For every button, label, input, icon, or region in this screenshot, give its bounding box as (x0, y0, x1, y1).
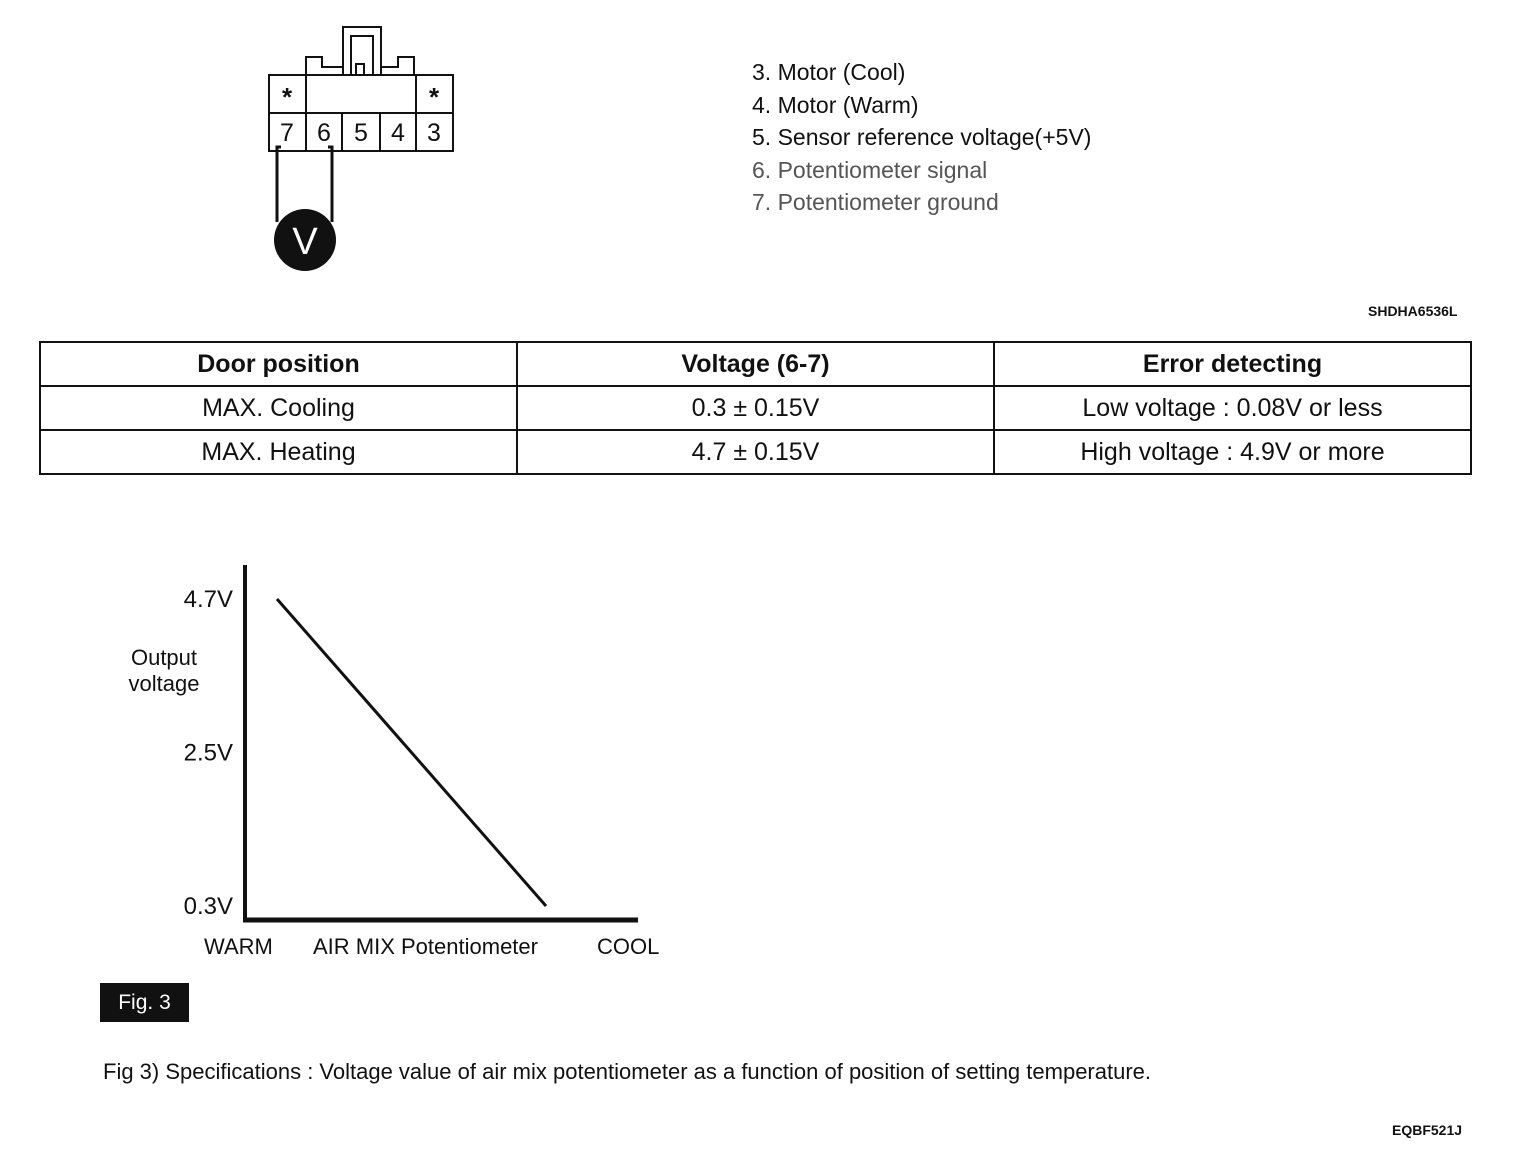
connector-diagram (0, 0, 520, 290)
header-door-position: Door position (40, 342, 517, 386)
header-voltage: Voltage (6-7) (517, 342, 994, 386)
legend-item-pin-6: 6. Potentiometer signal (752, 156, 988, 183)
table-header-row (40, 342, 1471, 386)
connector-figure-code: SHDHA6536L (1368, 303, 1458, 319)
y-axis-label-line-2: voltage (128, 671, 200, 696)
legend-item-pin-5: 5. Sensor reference voltage(+5V) (752, 124, 1092, 150)
figure-label: Fig. 3 (100, 983, 189, 1022)
legend-item-pin-4: 4. Motor (Warm) (752, 91, 919, 118)
x-axis-label: AIR MIX Potentiometer (313, 934, 538, 959)
y-tick-label: 4.7V (183, 586, 233, 613)
y-axis-label-line-1: Output (130, 645, 198, 670)
voltage-line (277, 599, 546, 906)
y-tick-label: 0.3V (183, 893, 233, 920)
voltmeter-label: V (292, 221, 318, 263)
pin-mark: * (281, 82, 293, 112)
pin-mark: * (428, 82, 440, 112)
legend-item-pin-7: 7. Potentiometer ground (752, 189, 999, 215)
pin-number-4: 4 (391, 119, 405, 147)
legend-item-pin-3: 3. Motor (Cool) (752, 59, 906, 85)
figure-caption: Fig 3) Specifications : Voltage value of air mix potentiometer as a function of position of setting temperature. (103, 1059, 1152, 1084)
y-tick-label: 2.5V (183, 739, 233, 767)
cell-error-detecting: Low voltage : 0.08V or less (994, 386, 1471, 430)
pin-number-5: 5 (354, 119, 368, 147)
cell-error-detecting: High voltage : 4.9V or more (994, 430, 1471, 474)
table-row (40, 386, 1471, 430)
potentiometer-graph (0, 540, 720, 980)
cell-door-position: MAX. Cooling (40, 386, 517, 430)
cell-voltage: 0.3 ± 0.15V (517, 386, 994, 430)
pin-number-7: 7 (280, 119, 294, 147)
pin-legend (752, 56, 1091, 219)
header-error-detecting: Error detecting (994, 342, 1471, 386)
cell-voltage: 4.7 ± 0.15V (517, 430, 994, 474)
x-label-cool: COOL (597, 934, 660, 959)
pin-number-6: 6 (317, 119, 331, 147)
cell-door-position: MAX. Heating (40, 430, 517, 474)
table-row (40, 430, 1471, 474)
pin-number-3: 3 (427, 119, 441, 147)
graph-figure-code: EQBF521J (1392, 1122, 1463, 1138)
x-label-warm: WARM (204, 934, 273, 959)
spec-table (39, 341, 1472, 475)
